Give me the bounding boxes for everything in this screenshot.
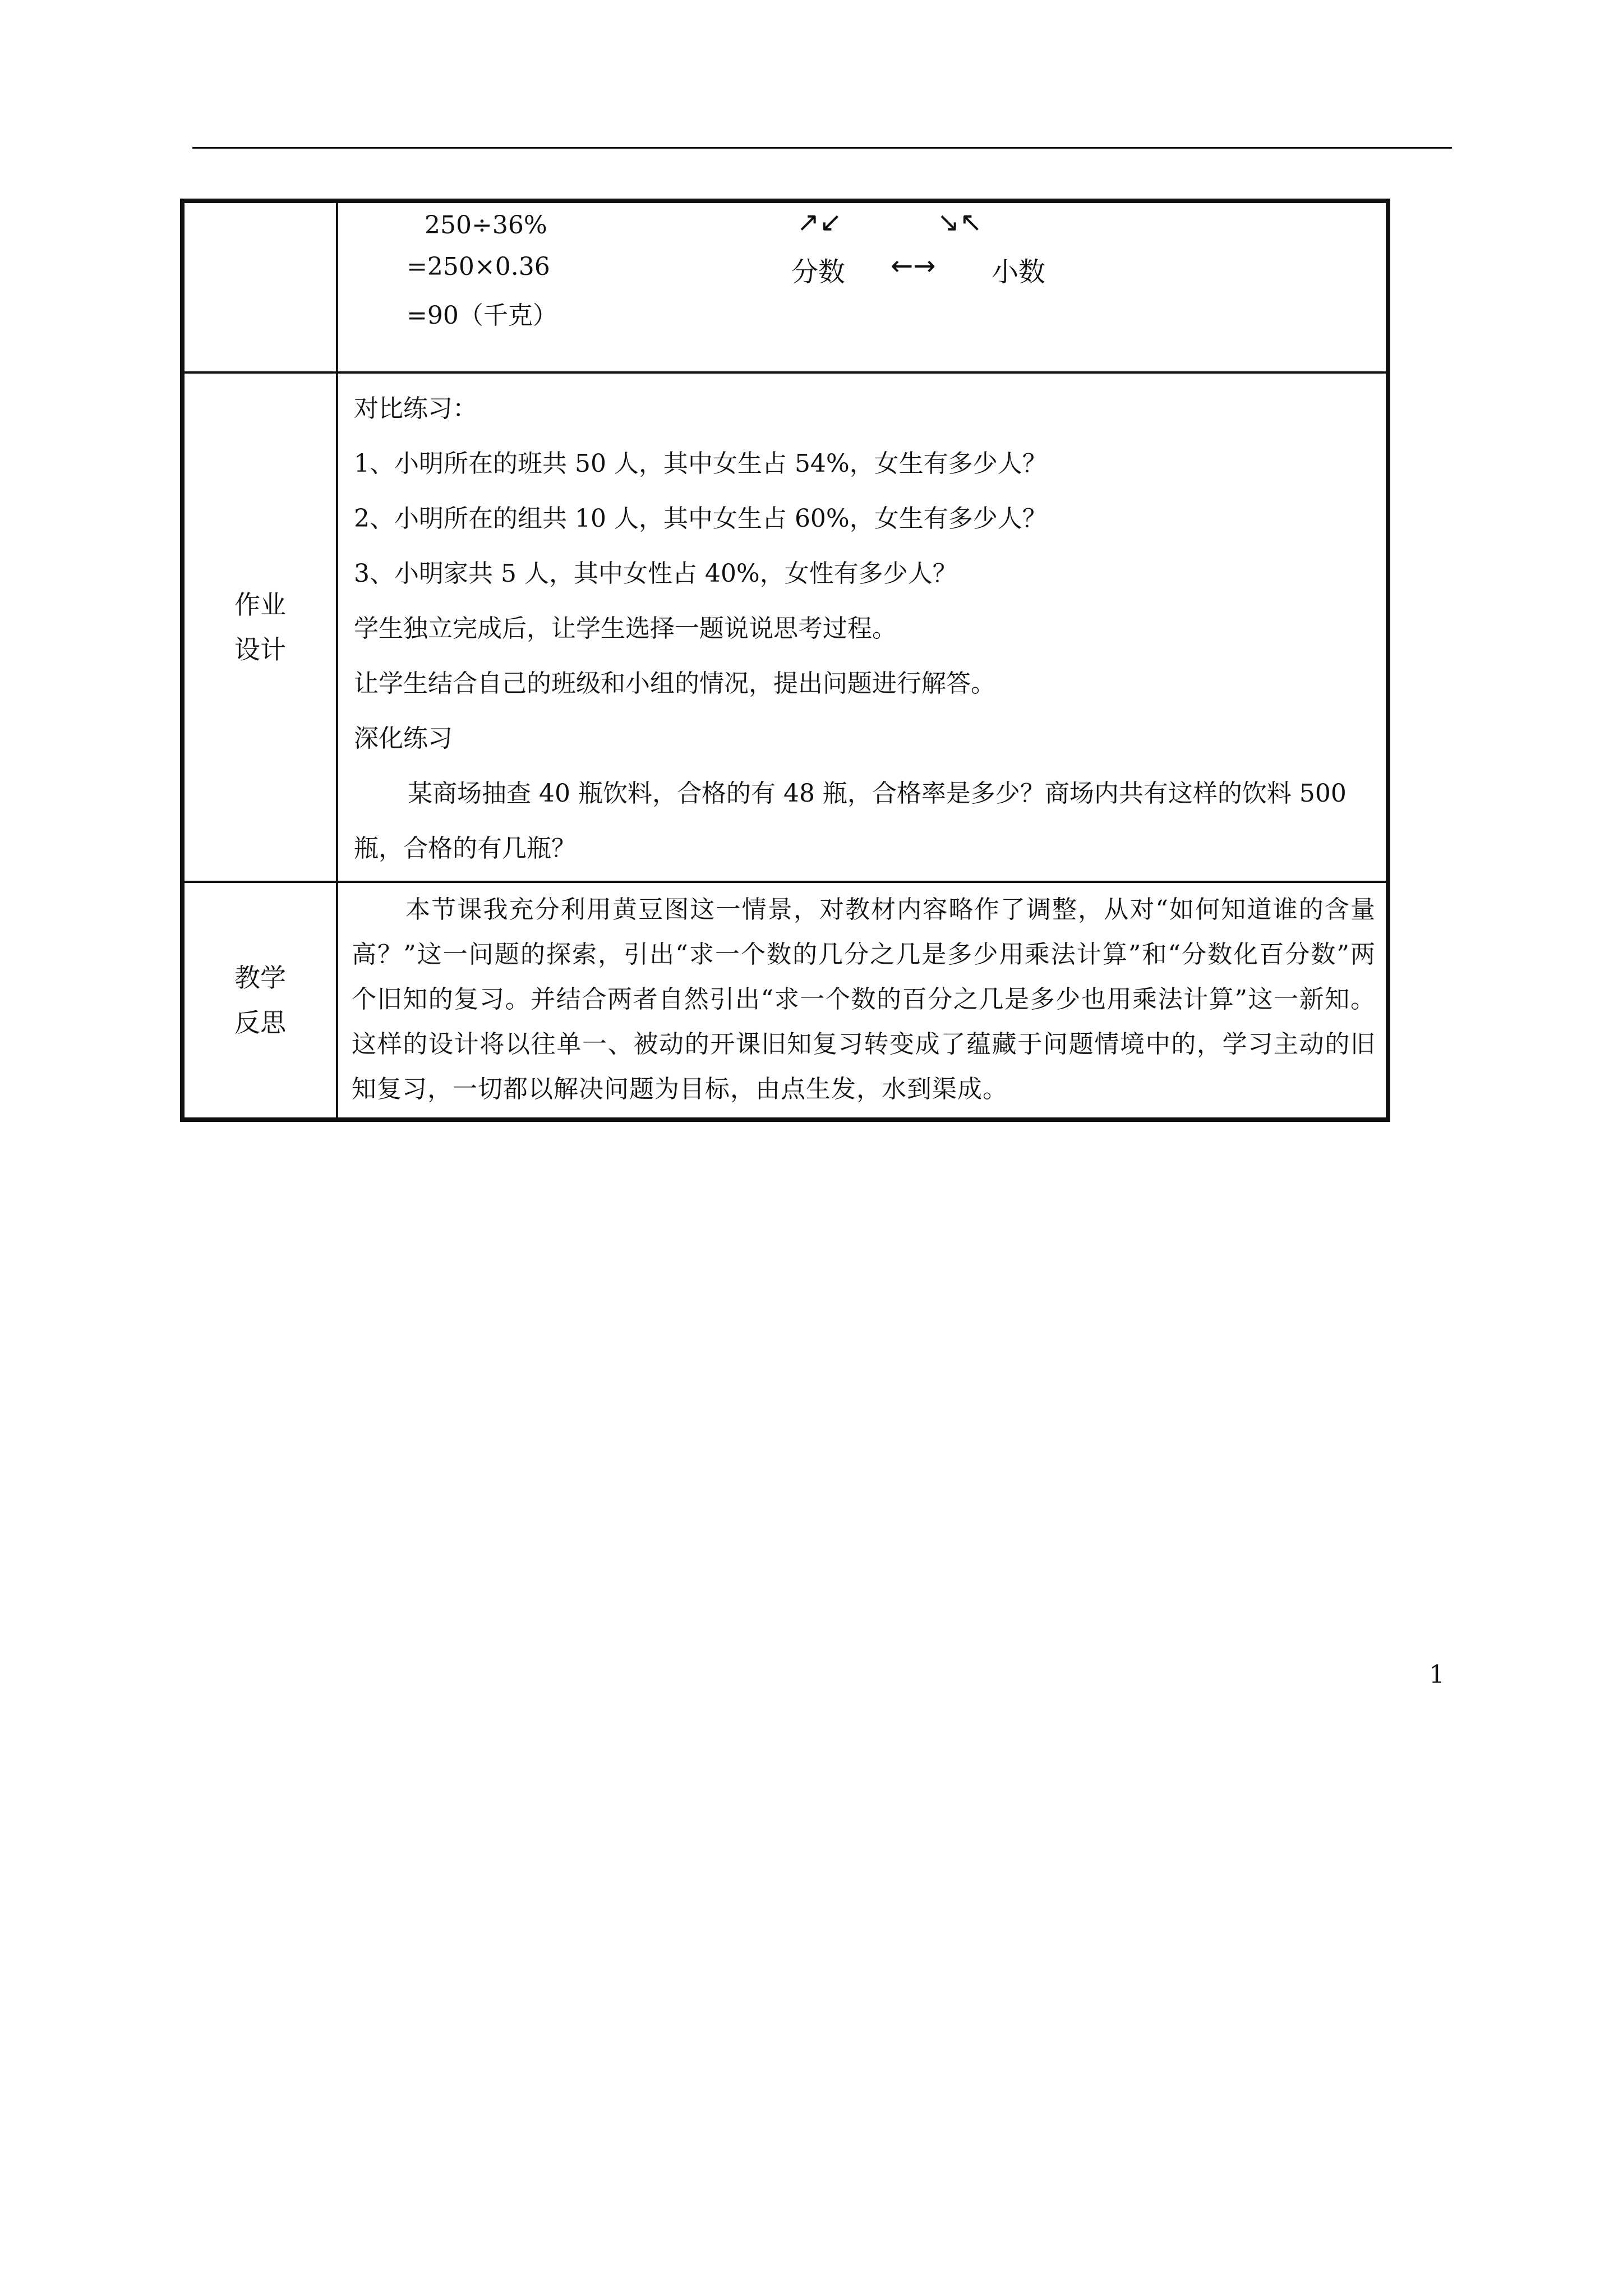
homework-label-line1: 作业 (234, 590, 286, 620)
question-1: 1、小明所在的班共 50 人，其中女生占 54%，女生有多少人？ (354, 449, 1047, 478)
header-rule (192, 147, 1452, 149)
calc-row-label (182, 201, 337, 372)
contrast-practice-heading: 对比练习： (354, 394, 477, 423)
decimal-label: 小数 (992, 256, 1046, 288)
reflection-label-line1: 教学 (234, 963, 286, 993)
deepen-practice-heading: 深化练习 (354, 724, 453, 753)
double-arrow-icon: ←→ (891, 250, 936, 282)
question-2: 2、小明所在的组共 10 人，其中女生占 60%，女生有多少人？ (354, 504, 1047, 533)
fraction-label: 分数 (791, 256, 846, 288)
homework-label-line2: 设计 (234, 634, 286, 665)
homework-note-1: 学生独立完成后，让学生选择一题说说思考过程。 (354, 614, 897, 643)
homework-row (182, 372, 1388, 882)
calc-cell (337, 201, 1388, 372)
calc-line-2: =250×0.36 (407, 252, 550, 281)
reflection-label-line2: 反思 (234, 1007, 286, 1038)
calc-line-1: 250÷36% (425, 211, 547, 240)
homework-cell (337, 372, 1388, 882)
reflection-text: 本节课我充分利用黄豆图这一情景，对教材内容略作了调整，从对“如何知道谁的含量高？”这一问题的探索，引出“求一个数的几分之几是多少用乘法计算”和“分数化百分数”两个旧知的复习。并结合两者自然引出“求一个数的百分之几是多少也用乘法计算”这一新知。这样的设计将以往单一、被动的开课旧知复习转变成了蕴藏于问题情境中的，学习主动的旧知复习，一切都以解决问题为目标，由点生发，水到渠成。 (352, 895, 1376, 1103)
calc-line-3: =90（千克） (407, 301, 557, 330)
page-number: 1 (1429, 1660, 1445, 1689)
calc-row (182, 201, 1388, 372)
diagonal-arrows-right-icon: ↘↖ (937, 206, 983, 238)
question-3: 3、小明家共 5 人，其中女性占 40%，女性有多少人？ (354, 559, 957, 588)
deepen-problem: 某商场抽查 40 瓶饮料，合格的有 48 瓶，合格率是多少？商场内共有这样的饮料 500 瓶，合格的有几瓶？ (354, 779, 1347, 863)
reflection-cell (337, 882, 1388, 1120)
diagonal-arrows-left-icon: ↗↙ (797, 206, 842, 238)
reflection-row (182, 882, 1388, 1120)
lesson-table (180, 199, 1390, 1122)
homework-note-2: 让学生结合自己的班级和小组的情况，提出问题进行解答。 (354, 669, 995, 698)
homework-label (182, 372, 337, 882)
reflection-label (182, 882, 337, 1120)
